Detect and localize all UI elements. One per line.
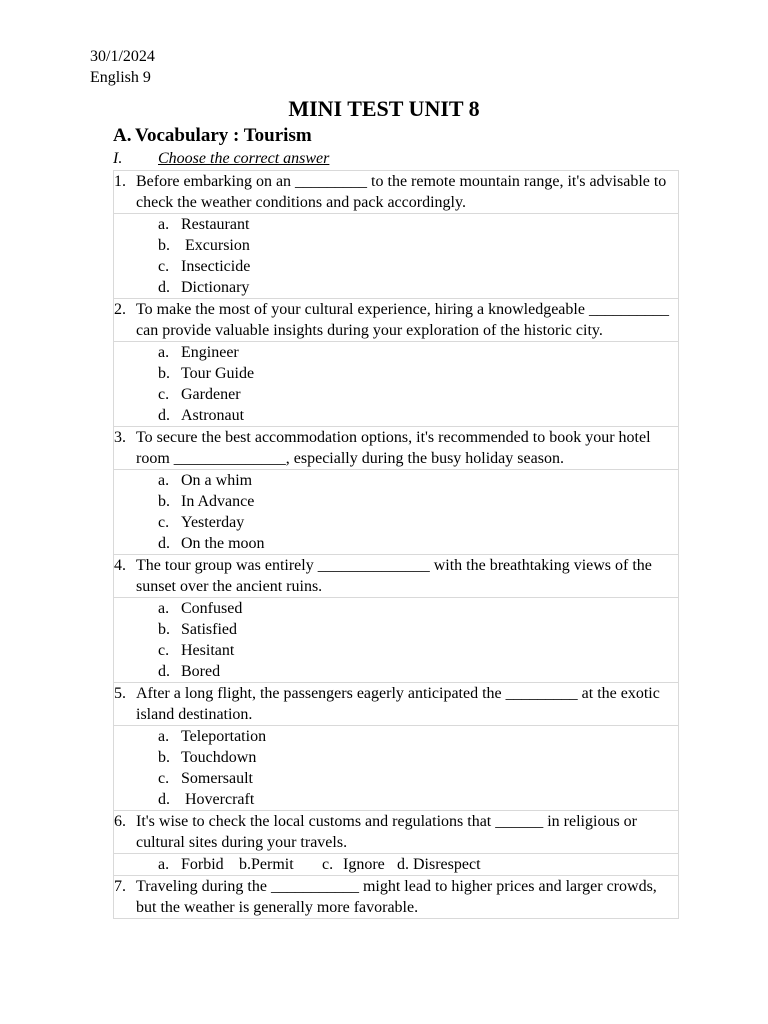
instruction [113, 149, 329, 169]
options-row [114, 470, 679, 555]
option-b [158, 491, 678, 512]
question-6-options [114, 854, 679, 876]
question-1 [114, 171, 679, 214]
question-text: To make the most of your cultural experience, hiring a knowledgeable __________ can provide valuable insights during your exploration of the historic city. [136, 301, 669, 339]
option-text: Insecticide [181, 258, 251, 275]
question-6 [114, 811, 679, 854]
instruction-text: Choose the correct answer [158, 150, 330, 167]
options-row [114, 726, 679, 811]
option-letter: a. [158, 728, 170, 745]
question-1-options [114, 214, 679, 299]
options-row [114, 342, 679, 427]
option-b [158, 235, 678, 256]
question-row [114, 811, 679, 854]
option-a [158, 214, 678, 235]
option-text: On a whim [181, 472, 253, 489]
question-5 [114, 683, 679, 726]
option-letter: b. [158, 493, 170, 510]
options-row [114, 214, 679, 299]
question-row [114, 299, 679, 342]
question-number: 6. [114, 813, 126, 830]
option-text: In Advance [181, 493, 255, 510]
option-c-text: Ignore [343, 856, 385, 873]
option-letter: c. [158, 642, 170, 659]
option-text: Teleportation [181, 728, 267, 745]
option-text: Dictionary [181, 279, 250, 296]
option-text: Tour Guide [181, 365, 255, 382]
question-3 [114, 427, 679, 470]
option-letter: a. [158, 344, 170, 361]
option-text: Satisfied [181, 621, 237, 638]
option-letter: b. [158, 621, 170, 638]
option-d-text: d. Disrespect [397, 856, 481, 873]
option-c [158, 512, 678, 533]
question-table [113, 170, 679, 919]
option-letter: d. [158, 663, 170, 680]
option-text: Confused [181, 600, 243, 617]
option-d [158, 405, 678, 426]
option-letter: c. [158, 386, 170, 403]
section-label: Vocabulary : Tourism [135, 125, 312, 146]
question-row [114, 876, 679, 919]
option-letter: b. [158, 237, 170, 254]
section-letter: A. [113, 125, 132, 146]
option-d [158, 789, 678, 810]
option-text: Engineer [181, 344, 239, 361]
option-text: Excursion [181, 237, 250, 254]
option-c [158, 256, 678, 277]
options-row [114, 854, 679, 876]
question-4-options [114, 598, 679, 683]
option-letter: a. [158, 472, 170, 489]
question-text: The tour group was entirely ______________ with the breathtaking views of the sunset over the ancient ruins. [136, 557, 652, 595]
option-letter: b. [158, 749, 170, 766]
option-d [158, 277, 678, 298]
option-text: Yesterday [181, 514, 245, 531]
question-4 [114, 555, 679, 598]
question-number: 3. [114, 429, 126, 446]
option-a [158, 726, 678, 747]
option-a-text: Forbid [181, 856, 224, 873]
option-text: On the moon [181, 535, 265, 552]
question-7 [114, 876, 679, 919]
option-text: Bored [181, 663, 221, 680]
option-text: Hovercraft [181, 791, 255, 808]
question-text: Before embarking on an _________ to the remote mountain range, it's advisable to check the weather conditions and pack accordingly. [136, 173, 667, 211]
option-a [158, 470, 678, 491]
question-text: It's wise to check the local customs and regulations that ______ in religious or cultural sites during your travels. [136, 813, 637, 851]
option-text: Hesitant [181, 642, 235, 659]
question-number: 5. [114, 685, 126, 702]
option-letter: c. [158, 258, 170, 275]
question-number: 4. [114, 557, 126, 574]
option-c [158, 384, 678, 405]
inline-options [158, 854, 678, 875]
question-number: 2. [114, 301, 126, 318]
option-text: Restaurant [181, 216, 250, 233]
question-5-options [114, 726, 679, 811]
option-letter: d. [158, 535, 170, 552]
document-date: 30/1/2024 [90, 48, 155, 65]
option-letter: c. [158, 514, 170, 531]
page-title: MINI TEST UNIT 8 [288, 96, 480, 121]
option-letter: d. [158, 407, 170, 424]
option-a [158, 598, 678, 619]
option-c [158, 768, 678, 789]
question-row [114, 555, 679, 598]
question-number: 7. [114, 878, 126, 895]
question-text: Traveling during the ___________ might lead to higher prices and larger crowds, but the weather is generally more favorable. [136, 878, 657, 916]
document-subject: English 9 [90, 69, 151, 86]
question-text: After a long flight, the passengers eagerly anticipated the _________ at the exotic island destination. [136, 685, 660, 723]
option-a-letter: a. [158, 856, 170, 873]
option-letter: d. [158, 279, 170, 296]
option-letter: a. [158, 600, 170, 617]
question-number: 1. [114, 173, 126, 190]
question-text: To secure the best accommodation options, it's recommended to book your hotel room ______________, especially during the busy holiday season. [136, 429, 651, 467]
option-a [158, 342, 678, 363]
option-d [158, 661, 678, 682]
option-letter: d. [158, 791, 170, 808]
option-c-letter: c. [322, 856, 334, 873]
option-b [158, 747, 678, 768]
option-letter: b. [158, 365, 170, 382]
option-text: Astronaut [181, 407, 245, 424]
option-b-text: b.Permit [239, 856, 294, 873]
question-2 [114, 299, 679, 342]
option-d [158, 533, 678, 554]
option-b [158, 619, 678, 640]
option-letter: a. [158, 216, 170, 233]
question-2-options [114, 342, 679, 427]
option-b [158, 363, 678, 384]
option-text: Touchdown [181, 749, 257, 766]
option-letter: c. [158, 770, 170, 787]
question-row [114, 427, 679, 470]
section-heading [113, 124, 312, 148]
option-text: Somersault [181, 770, 253, 787]
options-row [114, 598, 679, 683]
question-row [114, 683, 679, 726]
question-3-options [114, 470, 679, 555]
option-c [158, 640, 678, 661]
instruction-number: I. [113, 150, 123, 167]
option-text: Gardener [181, 386, 241, 403]
question-row [114, 171, 679, 214]
